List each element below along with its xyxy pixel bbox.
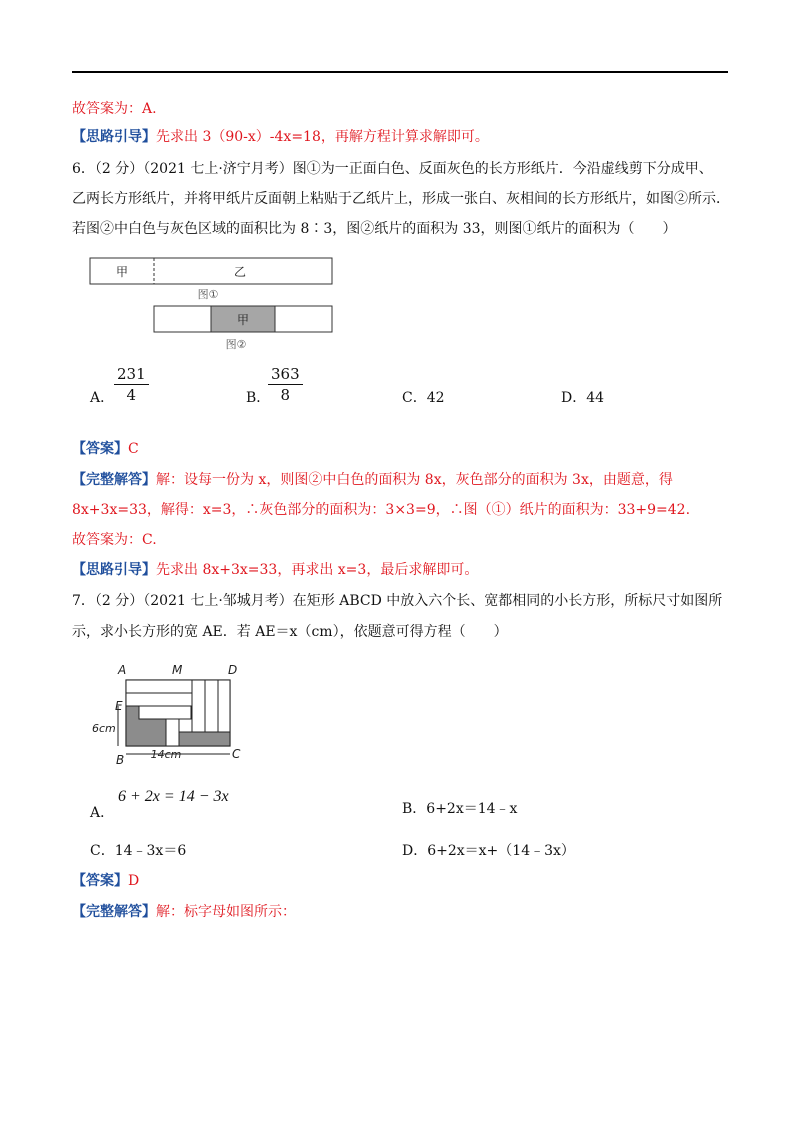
fig1-caption: 图① [197,288,219,301]
hint-text: 先求出 3（90-x）-4x=18，再解方程计算求解即可。 [156,129,489,145]
q6-option-a-fraction [114,364,149,405]
fraction-numerator: 363 [268,364,303,385]
q6-option-c: C．42 [402,390,445,406]
q6-hint [72,560,478,580]
small-rect-vertical-1 [192,680,205,732]
small-rect-top-2 [126,693,192,706]
q7-option-b: B．6+2x＝14﹣x [402,801,518,817]
label-M: M [172,663,183,677]
q7-stem-line1: 7．（2 分）（2021 七上·邹城月考）在矩形 ABCD 中放入六个长、宽都相同的小长方形，所标尺寸如图所 [72,593,723,609]
solution-tag: 【完整解答】 [72,472,156,488]
answer-tag: 【答案】 [72,873,128,889]
fig2-caption: 图② [225,338,247,351]
hint-tag: 【思路引导】 [72,562,156,578]
fig1-yi-label: 乙 [233,265,247,279]
q7-answer [72,871,139,891]
answer-value: D [128,873,140,889]
hint-tag: 【思路引导】 [72,129,156,145]
gray-region-right [179,732,230,746]
q7-option-a-formula: 6 + 2x = 14 − 3x [118,788,229,805]
small-rect-bottom [166,719,179,746]
answer-tag: 【答案】 [72,441,128,457]
q7-figure [88,660,258,770]
dim-width-label: 14cm [150,748,182,761]
q6-stem-line1: 6．（2 分）（2021 七上·济宁月考）图①为一正面白色、反面灰色的长方形纸片．今沿虚线剪下分成甲、 [72,161,713,177]
q7-option-a-letter: A． [90,805,115,821]
small-rect-middle [139,706,191,719]
label-D: D [228,663,238,677]
q6-figure [88,254,338,354]
q7-stem-line2: 示，求小长方形的宽 AE．若 AE＝x（cm），依题意可得方程（ ） [72,624,508,640]
q7-solution [72,902,296,922]
small-rect-vertical-2 [205,680,218,732]
fraction-numerator: 231 [114,364,149,385]
q6-stem-line2: 乙两长方形纸片，并将甲纸片反面朝上粘贴于乙纸片上，形成一张白、灰相间的长方形纸片，如图②所示． [72,191,730,207]
label-E: E [115,699,123,713]
hint-text: 先求出 8x+3x=33，再求出 x=3，最后求解即可。 [156,562,479,578]
q6-option-a-letter: A． [90,390,115,406]
header-rule [72,71,728,73]
label-B: B [116,753,125,767]
label-C: C [232,747,241,761]
fig2-jia-label: 甲 [236,313,250,327]
solution-text: 解：设每一份为 x，则图②中白色的面积为 8x，灰色部分的面积为 3x，由题意，得 [156,472,673,488]
q7-option-c: C．14﹣3x＝6 [90,843,187,859]
solution-text: 解：标字母如图所示： [156,904,296,920]
fraction-denominator: 8 [280,386,291,404]
q5-conclusion: 故答案为：A. [72,101,157,117]
q6-conclusion: 故答案为：C. [72,532,157,548]
fig1-jia-label: 甲 [115,265,129,279]
dim-height-label: 6cm [92,722,116,735]
q6-option-b-fraction [268,364,303,405]
q6-solution-line1 [72,470,673,490]
q6-answer [72,439,139,459]
q6-stem-line3: 若图②中白色与灰色区域的面积比为 8∶3，图②纸片的面积为 33，则图①纸片的面积为（ ） [72,221,677,237]
q5-hint [72,127,489,147]
solution-tag: 【完整解答】 [72,904,156,920]
q6-option-d: D．44 [561,390,605,406]
answer-value: C [128,441,139,457]
small-rect-top-1 [126,680,192,693]
q6-option-b-letter: B． [246,390,271,406]
q7-option-d: D．6+2x＝x+（14﹣3x） [402,843,575,859]
label-A: A [118,663,127,677]
fraction-denominator: 4 [126,386,137,404]
gap-right [218,680,230,732]
q6-solution-line2: 8x+3x=33，解得：x=3，∴灰色部分的面积为：3×3=9，∴图（①）纸片的面积为：33+9=42. [72,502,691,518]
